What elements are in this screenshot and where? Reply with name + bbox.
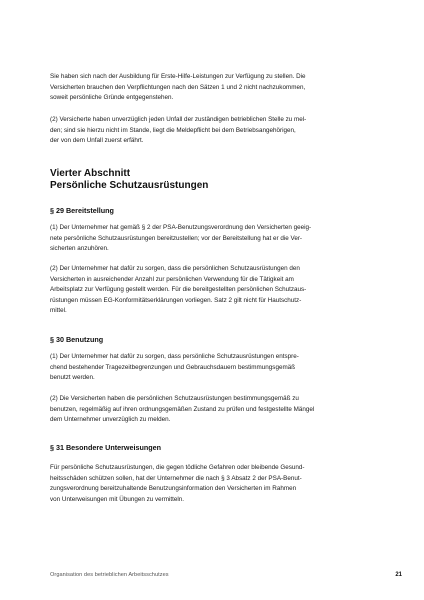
text-line: Sie haben sich nach der Ausbildung für Erste-Hilfe-Leistungen zur Verfügung zu stellen. Die	[50, 73, 306, 80]
text-line: heitsschäden schützen sollen, hat der Unternehmer die nach § 3 Absatz 2 der PSA-Benut-	[50, 474, 302, 482]
section-title	[50, 168, 380, 191]
text-line: (2) Der Unternehmer hat dafür zu sorgen, dass die persönlichen Schutzausrüstungen den	[50, 265, 300, 272]
text-line: von Unterweisungen mit Übungen zu vermitteln.	[50, 495, 185, 503]
heading-text: § 29 Bereitstellung	[50, 206, 114, 215]
text-line: (2) Versicherte haben unverzüglich jeden Unfall der zuständigen betrieblichen Stelle zu mel-	[50, 116, 307, 123]
text-line: (2) Die Versicherten haben die persönlichen Schutzausrüstungen bestimmungsgemäß zu	[50, 395, 299, 402]
text-line: benutzen, regelmäßig auf ihren ordnungsgemäßen Zustand zu prüfen und festgestellte Mängel	[50, 405, 315, 413]
text-line: Versicherten in ausreichender Anzahl zur persönlichen Verwendung für die Tätigkeit am	[50, 275, 294, 283]
text-line: (1) Der Unternehmer hat dafür zu sorgen, dass persönliche Schutzausrüstungen entspre-	[50, 353, 299, 360]
paragraph-heading-31	[50, 443, 380, 452]
text-line: Versicherten brauchen den Verpflichtungen nach den Sätzen 1 und 2 nicht nachzukommen,	[50, 83, 306, 91]
text-line: Für persönliche Schutzausrüstungen, die gegen tödliche Gefahren oder bleibende Gesund-	[50, 464, 305, 471]
text-line: der von dem Unfall zuerst erfährt.	[50, 137, 144, 145]
text-line: Arbeitsplatz zur Verfügung gestellt werden. Für die bereitgestellten persönlichen Schutzaus-	[50, 286, 307, 294]
text-line: den; sind sie hierzu nicht im Stande, liegt die Meldepflicht bei dem Betriebsangehörigen,	[50, 126, 296, 134]
text-line: mittel.	[50, 307, 67, 315]
p30-paragraph-1	[50, 352, 380, 384]
p29-paragraph-2	[50, 264, 380, 317]
page-number: 21	[395, 572, 402, 578]
text-line: nete persönliche Schutzausrüstungen bereitzustellen; vor der Bereitstellung hat er die Ver-	[50, 234, 303, 242]
section-title-line-1: Vierter Abschnitt	[50, 168, 131, 179]
footer-title: Organisation des betrieblichen Arbeitsschutzes	[50, 572, 169, 578]
text-line: dem Unternehmer unverzüglich zu melden.	[50, 416, 171, 424]
p29-paragraph-1	[50, 223, 380, 255]
section-title-line-2: Persönliche Schutzausrüstungen	[50, 179, 209, 191]
intro-paragraph-2	[50, 115, 380, 147]
text-line: rüstungen müssen EG-Konformitätserklärungen vorliegen. Satz 2 gilt nicht für Hautschutz-	[50, 296, 302, 304]
text-line: (1) Der Unternehmer hat gemäß § 2 der PSA-Benutzungsverordnung den Versicherten geeig-	[50, 224, 312, 231]
text-line: sicherten anzuhören.	[50, 245, 109, 253]
text-line: chend bestehender Tragezeitbegrenzungen und Gebrauchsdauern bestimmungsgemäß	[50, 363, 296, 371]
p30-paragraph-2	[50, 394, 380, 426]
intro-paragraph-1	[50, 72, 380, 104]
p31-paragraph-1	[50, 463, 380, 505]
paragraph-heading-30	[50, 335, 380, 344]
paragraph-heading-29	[50, 206, 380, 215]
text-line: benutzt werden.	[50, 374, 95, 382]
heading-text: § 30 Benutzung	[50, 335, 104, 344]
text-line: zungsverordnung bereitzuhaltende Benutzungsinformation den Versicherten im Rahmen	[50, 485, 297, 493]
heading-text: § 31 Besondere Unterweisungen	[50, 443, 162, 452]
text-line: soweit persönliche Gründe entgegenstehen.	[50, 94, 174, 102]
